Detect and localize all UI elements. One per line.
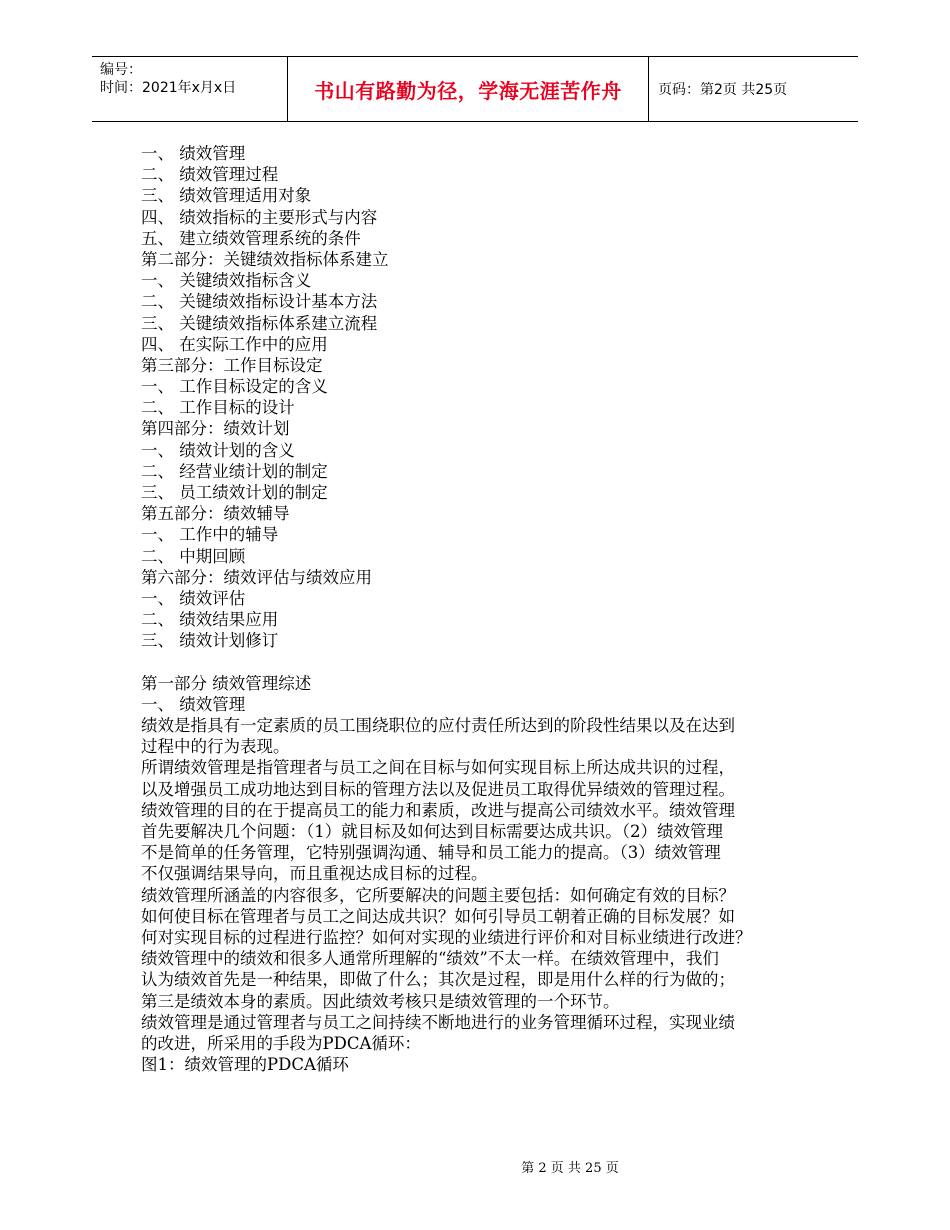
text-line: 一、 绩效管理 xyxy=(141,694,246,714)
text-line: 二、 中期回顾 xyxy=(141,546,246,566)
text-line: 三、 绩效计划修订 xyxy=(141,631,279,651)
text-line: 第六部分：绩效评估与绩效应用 xyxy=(141,567,372,587)
text-line: 绩效管理的目的在于提高员工的能力和素质，改进与提高公司绩效水平。绩效管理 xyxy=(141,800,735,820)
text-line: 第四部分：绩效计划 xyxy=(141,419,290,439)
text-line: 不仅强调结果导向，而且重视达成目标的过程。 xyxy=(141,864,488,884)
page-header xyxy=(92,56,858,122)
text-line: 一、 关键绩效指标含义 xyxy=(141,271,312,291)
text-line: 一、 工作中的辅导 xyxy=(141,525,279,545)
text-line: 所谓绩效管理是指管理者与员工之间在目标与如何实现目标上所达成共识的过程， xyxy=(141,758,735,778)
text-line: 图1：绩效管理的PDCA循环 xyxy=(141,1055,349,1075)
text-line: 第一部分 绩效管理综述 xyxy=(141,673,312,693)
blank-line xyxy=(141,652,831,673)
text-line: 的改进，所采用的手段为PDCA循环： xyxy=(141,1033,421,1053)
text-line: 五、 建立绩效管理系统的条件 xyxy=(141,228,361,248)
text-line: 绩效管理中的绩效和很多人通常所理解的“绩效”不太一样。在绩效管理中，我们 xyxy=(141,949,719,969)
text-line: 二、 绩效结果应用 xyxy=(141,610,279,630)
text-line: 如何使目标在管理者与员工之间达成共识？如何引导员工朝着正确的目标发展？如 xyxy=(141,906,735,926)
page-footer xyxy=(0,1157,950,1176)
text-line: 第五部分：绩效辅导 xyxy=(141,504,290,524)
text-line: 二、 经营业绩计划的制定 xyxy=(141,461,328,481)
text-line: 三、 员工绩效计划的制定 xyxy=(141,483,328,502)
text-line: 一、 绩效评估 xyxy=(141,588,246,608)
header-page-info: 页码：第2页 共25页 xyxy=(658,82,788,98)
text-line: 绩效管理所涵盖的内容很多，它所要解决的问题主要包括：如何确定有效的目标？ xyxy=(141,885,735,905)
text-line: 过程中的行为表现。 xyxy=(141,737,290,757)
time-label: 时间：2021年x月x日 xyxy=(100,80,237,96)
text-line: 三、 绩效管理适用对象 xyxy=(141,186,312,206)
text-line: 不是简单的任务管理，它特别强调沟通、辅导和员工能力的提高。（3）绩效管理 xyxy=(141,843,721,863)
text-line: 四、 绩效指标的主要形式与内容 xyxy=(141,207,378,227)
text-line: 第二部分：关键绩效指标体系建立 xyxy=(141,249,389,269)
document-body xyxy=(141,143,831,1075)
header-motto: 书山有路勤为径，学海无涯苦作舟 xyxy=(287,57,649,121)
text-line: 绩效是指具有一定素质的员工围绕职位的应付责任所达到的阶段性结果以及在达到 xyxy=(141,716,735,736)
text-line: 二、 关键绩效指标设计基本方法 xyxy=(141,292,378,312)
text-line: 何对实现目标的过程进行监控？如何对实现的业绩进行评价和对目标业绩进行改进？ xyxy=(141,927,752,947)
text-line: 认为绩效首先是一种结果，即做了什么；其次是过程，即是用什么样的行为做的； xyxy=(141,970,735,990)
footer-page-number: 第 2 页 共 25 页 xyxy=(521,1161,619,1176)
text-line: 三、 关键绩效指标体系建立流程 xyxy=(141,313,378,333)
text-line: 首先要解决几个问题：（1）就目标及如何达到目标需要达成共识。（2）绩效管理 xyxy=(141,822,723,841)
text-line: 绩效管理是通过管理者与员工之间持续不断地进行的业务管理循环过程，实现业绩 xyxy=(141,1012,735,1032)
text-line: 第三部分：工作目标设定 xyxy=(141,355,323,375)
header-meta xyxy=(92,57,287,121)
number-label: 编号： xyxy=(100,62,142,78)
text-line: 二、 工作目标的设计 xyxy=(141,398,295,418)
text-line: 一、 工作目标设定的含义 xyxy=(141,377,328,397)
text-line: 二、 绩效管理过程 xyxy=(141,165,279,185)
text-line: 一、 绩效计划的含义 xyxy=(141,440,295,460)
text-line: 四、 在实际工作中的应用 xyxy=(141,334,328,354)
text-line: 第三是绩效本身的素质。因此绩效考核只是绩效管理的一个环节。 xyxy=(141,991,620,1011)
text-line: 以及增强员工成功地达到目标的管理方法以及促进员工取得优异绩效的管理过程。 xyxy=(141,779,735,799)
text-line: 一、 绩效管理 xyxy=(141,144,246,163)
